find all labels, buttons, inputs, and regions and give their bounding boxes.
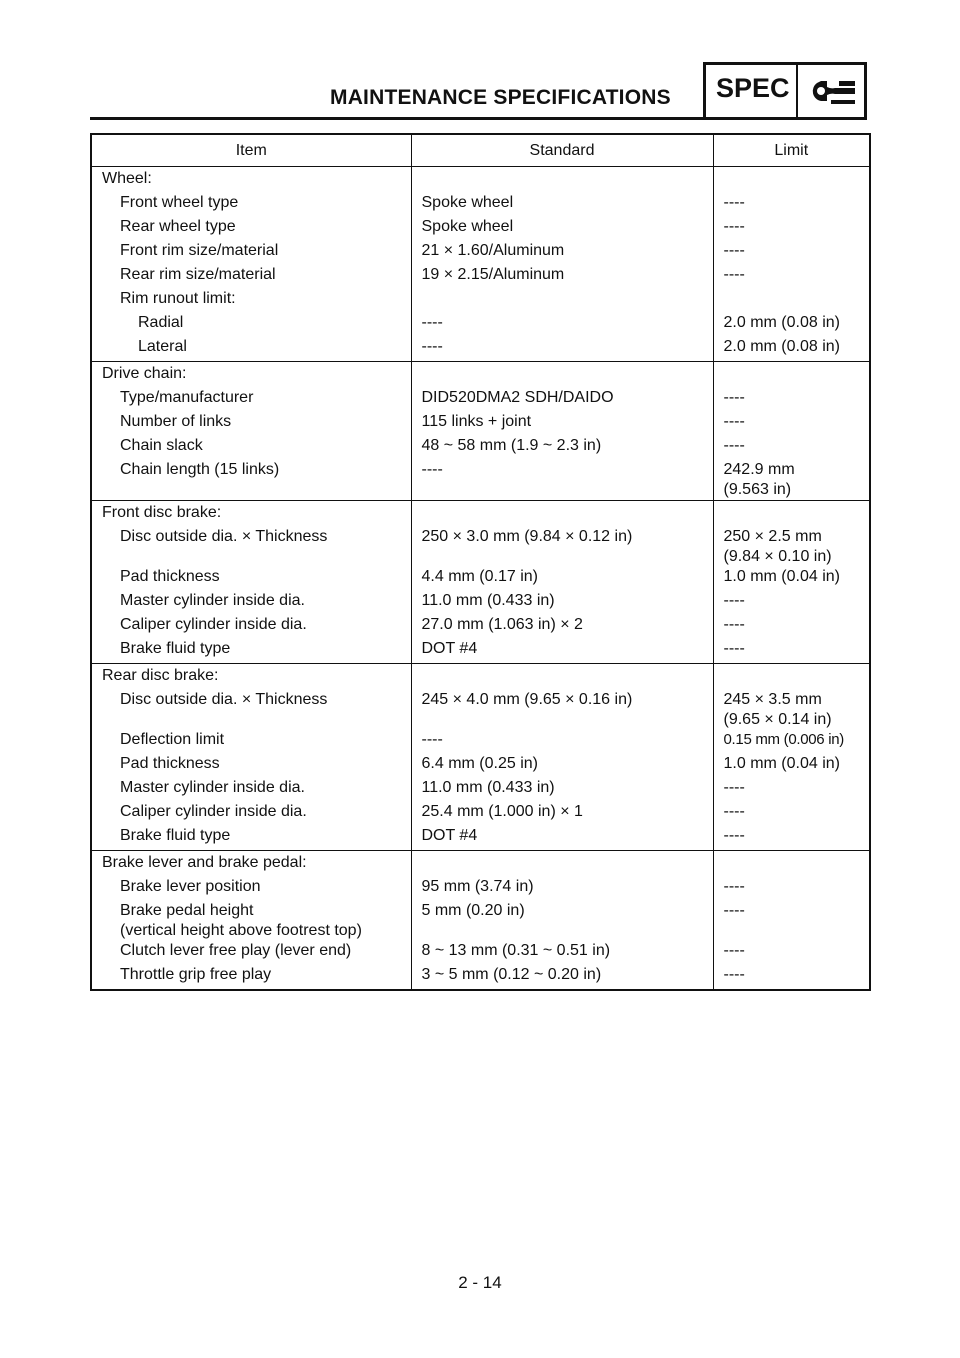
standard-cell-text: 21 × 1.60/Aluminum [421, 242, 565, 259]
table-row [91, 388, 870, 412]
table-row [91, 436, 870, 460]
item-cell [91, 965, 411, 990]
standard-cell [411, 388, 713, 412]
section-title-row [91, 167, 870, 194]
table-section [91, 501, 870, 664]
item-cell-text: Brake fluid type [120, 640, 231, 657]
item-cell-text: Throttle grip free play [120, 966, 272, 983]
item-cell-text: Type/manufacturer [120, 389, 254, 406]
limit-cell-text: ---- [723, 827, 745, 844]
table-row [91, 412, 870, 436]
item-cell [91, 615, 411, 639]
standard-cell-text: ---- [421, 461, 443, 478]
item-cell [91, 778, 411, 802]
standard-cell [411, 730, 713, 754]
empty-cell [713, 362, 870, 389]
standard-cell-text: ---- [421, 731, 443, 748]
item-cell [91, 754, 411, 778]
limit-cell-text: 1.0 mm (0.04 in) [723, 755, 840, 772]
standard-cell-text: ---- [421, 338, 443, 355]
table-row [91, 337, 870, 362]
section-title: Rear disc brake: [102, 667, 219, 684]
limit-cell [713, 388, 870, 412]
item-cell-text: Chain slack [120, 437, 203, 454]
standard-cell [411, 265, 713, 289]
item-cell [91, 460, 411, 501]
limit-cell [713, 193, 870, 217]
table-row [91, 901, 870, 941]
standard-cell [411, 754, 713, 778]
limit-cell-text: ---- [723, 218, 745, 235]
item-cell-text: Radial [138, 314, 184, 331]
limit-cell [713, 754, 870, 778]
item-cell-text: Master cylinder inside dia. [120, 592, 305, 609]
standard-cell [411, 941, 713, 965]
item-cell [91, 591, 411, 615]
section-title: Wheel: [102, 170, 152, 187]
item-cell [91, 901, 411, 941]
item-cell-text: Front wheel type [120, 194, 239, 211]
standard-cell-text: 48 ~ 58 mm (1.9 ~ 2.3 in) [421, 437, 602, 454]
empty-cell [411, 362, 713, 389]
standard-cell [411, 527, 713, 567]
limit-cell-text-line2: (9.563 in) [723, 481, 792, 498]
limit-cell-text: ---- [723, 640, 745, 657]
table-row [91, 877, 870, 901]
standard-cell [411, 337, 713, 362]
item-cell [91, 436, 411, 460]
limit-cell-text: ---- [723, 437, 745, 454]
item-cell-text: Rear wheel type [120, 218, 236, 235]
table-row [91, 460, 870, 501]
limit-cell-text: 1.0 mm (0.04 in) [723, 568, 840, 585]
page-title: MAINTENANCE SPECIFICATIONS [330, 86, 671, 109]
spec-table [90, 133, 871, 991]
limit-cell [713, 313, 870, 337]
limit-cell [713, 941, 870, 965]
limit-cell-text: 2.0 mm (0.08 in) [723, 314, 840, 331]
table-row [91, 241, 870, 265]
limit-cell-text: ---- [723, 942, 745, 959]
section-title-row [91, 362, 870, 389]
table-row [91, 527, 870, 567]
table-row [91, 591, 870, 615]
item-cell-text: Pad thickness [120, 755, 220, 772]
table-row [91, 802, 870, 826]
item-cell-text: Lateral [138, 338, 187, 355]
standard-cell-text: Spoke wheel [421, 194, 514, 211]
standard-cell-text: 3 ~ 5 mm (0.12 ~ 0.20 in) [421, 966, 602, 983]
item-cell [91, 877, 411, 901]
limit-cell [713, 778, 870, 802]
standard-cell [411, 193, 713, 217]
limit-cell [713, 591, 870, 615]
standard-cell [411, 877, 713, 901]
limit-cell [713, 690, 870, 730]
item-cell [91, 639, 411, 664]
limit-cell-text: ---- [723, 592, 745, 609]
section-title-row [91, 664, 870, 691]
table-row [91, 778, 870, 802]
item-cell [91, 690, 411, 730]
empty-cell [713, 851, 870, 878]
standard-cell-text: 27.0 mm (1.063 in) × 2 [421, 616, 583, 633]
item-cell-text: Disc outside dia. × Thickness [120, 528, 328, 545]
item-cell [91, 313, 411, 337]
item-cell-text: Rim runout limit: [120, 290, 236, 307]
limit-cell [713, 241, 870, 265]
item-cell-text: Number of links [120, 413, 232, 430]
spec-badge [703, 62, 867, 120]
limit-cell [713, 826, 870, 851]
limit-cell-text: ---- [723, 779, 745, 796]
item-cell [91, 730, 411, 754]
limit-cell [713, 615, 870, 639]
table-section [91, 167, 870, 362]
limit-cell-text: ---- [723, 242, 745, 259]
standard-cell-text: 19 × 2.15/Aluminum [421, 266, 565, 283]
table-row [91, 690, 870, 730]
section-title-row [91, 501, 870, 528]
column-header-item: Item [91, 134, 411, 167]
item-cell-text: Brake pedal height [120, 902, 254, 919]
standard-cell-text: 6.4 mm (0.25 in) [421, 755, 538, 772]
standard-cell [411, 802, 713, 826]
standard-cell-text: DID520DMA2 SDH/DAIDO [421, 389, 614, 406]
item-cell-text: Master cylinder inside dia. [120, 779, 305, 796]
item-cell [91, 217, 411, 241]
standard-cell-text: 11.0 mm (0.433 in) [421, 592, 555, 609]
table-row [91, 754, 870, 778]
empty-cell [411, 167, 713, 194]
limit-cell-text: 2.0 mm (0.08 in) [723, 338, 840, 355]
table-row [91, 965, 870, 990]
item-cell [91, 941, 411, 965]
limit-cell [713, 901, 870, 941]
item-cell [91, 337, 411, 362]
header-rule [90, 117, 704, 120]
item-cell [91, 289, 411, 313]
empty-cell [411, 664, 713, 691]
item-cell-text: Deflection limit [120, 731, 225, 748]
limit-cell [713, 337, 870, 362]
standard-cell-text: 25.4 mm (1.000 in) × 1 [421, 803, 583, 820]
empty-cell [713, 664, 870, 691]
table-row [91, 567, 870, 591]
limit-cell-text: ---- [723, 878, 745, 895]
table-row [91, 289, 870, 313]
standard-cell [411, 313, 713, 337]
section-title: Drive chain: [102, 365, 187, 382]
table-row [91, 615, 870, 639]
limit-cell [713, 965, 870, 990]
standard-cell-text: DOT #4 [421, 640, 478, 657]
page-number: 2 - 14 [458, 1273, 502, 1292]
item-cell [91, 527, 411, 567]
item-cell-text: Front rim size/material [120, 242, 279, 259]
table-row [91, 941, 870, 965]
standard-cell-text: 8 ~ 13 mm (0.31 ~ 0.51 in) [421, 942, 611, 959]
wrench-icon [809, 75, 861, 109]
item-cell-text-line2: (vertical height above footrest top) [120, 922, 362, 939]
limit-cell-text: ---- [723, 389, 745, 406]
standard-cell [411, 615, 713, 639]
limit-cell [713, 436, 870, 460]
standard-cell [411, 217, 713, 241]
standard-cell-text: 11.0 mm (0.433 in) [421, 779, 555, 796]
empty-cell [713, 501, 870, 528]
table-row [91, 217, 870, 241]
section-title: Front disc brake: [102, 504, 222, 521]
section-title: Brake lever and brake pedal: [102, 854, 307, 871]
limit-cell [713, 802, 870, 826]
limit-cell [713, 877, 870, 901]
empty-cell [713, 167, 870, 194]
item-cell-text: Pad thickness [120, 568, 220, 585]
limit-cell [713, 265, 870, 289]
section-title-row [91, 851, 870, 878]
table-row [91, 313, 870, 337]
standard-cell [411, 241, 713, 265]
spec-badge-label: SPEC [716, 73, 790, 103]
item-cell-text: Chain length (15 links) [120, 461, 280, 478]
item-cell [91, 388, 411, 412]
limit-cell-text: ---- [723, 966, 745, 983]
standard-cell [411, 412, 713, 436]
limit-cell-text: ---- [723, 616, 745, 633]
limit-cell-text: ---- [723, 803, 745, 820]
empty-cell [411, 851, 713, 878]
standard-cell-text: 4.4 mm (0.17 in) [421, 568, 538, 585]
table-section [91, 851, 870, 991]
spec-badge-divider [796, 65, 798, 117]
limit-cell-text: 245 × 3.5 mm [723, 691, 822, 708]
standard-cell [411, 639, 713, 664]
column-header-limit: Limit [713, 134, 870, 167]
standard-cell-text: 115 links + joint [421, 413, 532, 430]
empty-cell [411, 501, 713, 528]
limit-cell [713, 639, 870, 664]
limit-cell [713, 289, 870, 313]
item-cell [91, 826, 411, 851]
item-cell [91, 412, 411, 436]
standard-cell [411, 690, 713, 730]
limit-cell [713, 567, 870, 591]
table-row [91, 730, 870, 754]
item-cell-text: Brake lever position [120, 878, 261, 895]
standard-cell [411, 567, 713, 591]
limit-cell-text: 250 × 2.5 mm [723, 528, 822, 545]
limit-cell-text: ---- [723, 194, 745, 211]
limit-cell [713, 527, 870, 567]
limit-cell-text: ---- [723, 413, 745, 430]
table-row [91, 265, 870, 289]
standard-cell [411, 826, 713, 851]
standard-cell-text: Spoke wheel [421, 218, 514, 235]
standard-cell-text: 250 × 3.0 mm (9.84 × 0.12 in) [421, 528, 633, 545]
standard-cell [411, 436, 713, 460]
standard-cell-text: ---- [421, 314, 443, 331]
item-cell [91, 567, 411, 591]
limit-cell-text-line2: (9.84 × 0.10 in) [723, 548, 832, 565]
item-cell-text: Clutch lever free play (lever end) [120, 942, 352, 959]
item-cell [91, 802, 411, 826]
limit-cell [713, 217, 870, 241]
standard-cell-text: 95 mm (3.74 in) [421, 878, 534, 895]
limit-cell [713, 730, 870, 754]
table-header-row [91, 134, 870, 167]
limit-cell [713, 412, 870, 436]
limit-cell-text-line2: (9.65 × 0.14 in) [723, 711, 832, 728]
standard-cell [411, 901, 713, 941]
item-cell-text: Brake fluid type [120, 827, 231, 844]
standard-cell [411, 591, 713, 615]
item-cell-text: Rear rim size/material [120, 266, 276, 283]
table-row [91, 639, 870, 664]
limit-cell [713, 460, 870, 501]
table-row [91, 193, 870, 217]
table-row [91, 826, 870, 851]
item-cell [91, 265, 411, 289]
item-cell [91, 241, 411, 265]
limit-cell-text: 242.9 mm [723, 461, 795, 478]
standard-cell [411, 289, 713, 313]
standard-cell [411, 460, 713, 501]
item-cell-text: Disc outside dia. × Thickness [120, 691, 328, 708]
item-cell-text: Caliper cylinder inside dia. [120, 803, 307, 820]
item-cell [91, 193, 411, 217]
limit-cell-text: ---- [723, 266, 745, 283]
table-section [91, 362, 870, 501]
table-section [91, 664, 870, 851]
limit-cell-text: ---- [723, 902, 745, 919]
column-header-standard: Standard [411, 134, 713, 167]
standard-cell-text: DOT #4 [421, 827, 478, 844]
standard-cell-text: 245 × 4.0 mm (9.65 × 0.16 in) [421, 691, 633, 708]
standard-cell [411, 778, 713, 802]
standard-cell-text: 5 mm (0.20 in) [421, 902, 525, 919]
standard-cell [411, 965, 713, 990]
limit-cell-text: 0.15 mm (0.006 in) [723, 731, 844, 748]
item-cell-text: Caliper cylinder inside dia. [120, 616, 307, 633]
